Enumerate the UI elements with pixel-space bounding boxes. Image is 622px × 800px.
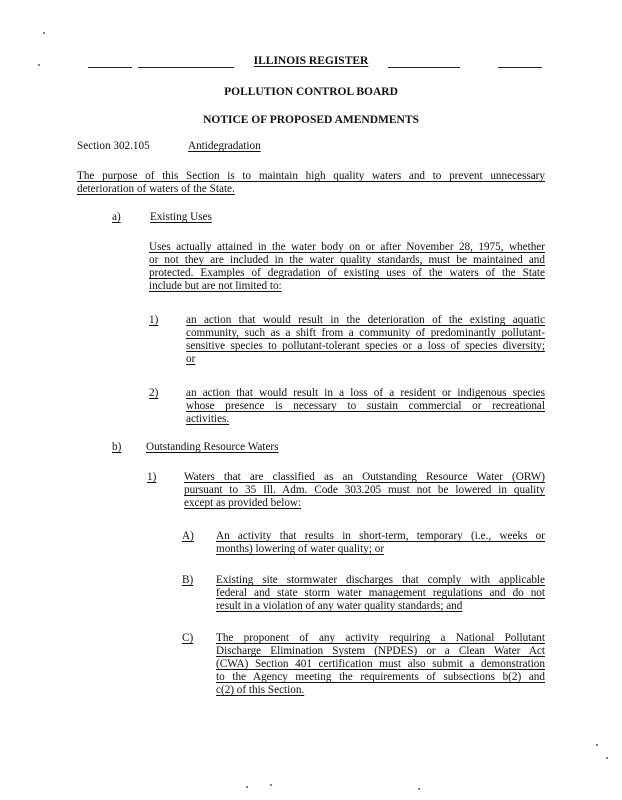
header-rule-left-2	[138, 67, 234, 68]
register-title: ILLINOIS REGISTER	[253, 55, 369, 67]
subsection-b-title: Outstanding Resource Waters	[146, 441, 279, 453]
b-sub-b-line: federal and state storm water management regulations and do not	[216, 587, 545, 599]
b-sub-b-line: Existing site stormwater discharges that comply with applicable	[216, 574, 545, 586]
subsection-a-title: Existing Uses	[150, 211, 212, 223]
scan-speck	[43, 32, 45, 34]
b-sub-c-line: (CWA) Section 401 certification must also submit a demonstration	[216, 658, 545, 670]
a-item-2-line: whose presence is necessary to sustain commercial or recreational	[186, 400, 545, 412]
notice-title: NOTICE OF PROPOSED AMENDMENTS	[203, 114, 419, 126]
b-item-1-line: Waters that are classified as an Outstanding Resource Water (ORW)	[184, 471, 545, 483]
scan-speck	[270, 784, 272, 786]
b-sub-c-label: C)	[182, 632, 194, 644]
b-sub-b-label: B)	[182, 574, 194, 586]
purpose-line: The purpose of this Section is to maintain high quality waters and to prevent unnecessary	[77, 170, 545, 182]
a-intro-line: protected. Examples of degradation of existing uses of the waters of the State	[149, 267, 545, 279]
a-item-1-line: or	[186, 353, 196, 365]
a-item-1-line: sensitive species to pollutant-tolerant species or a loss of species diversity;	[186, 340, 545, 352]
scan-speck	[418, 788, 420, 790]
scan-speck	[606, 757, 608, 759]
scan-speck	[38, 64, 40, 66]
b-sub-c-line: c(2) of this Section.	[216, 684, 305, 696]
b-sub-c-line: to the Agency meeting the requirements of subsections b(2) and	[216, 671, 545, 683]
a-item-2-line: an action that would result in a loss of a resident or indigenous species	[186, 387, 545, 399]
header-rule-left-1	[88, 67, 132, 68]
subsection-b-label: b)	[112, 441, 122, 453]
a-item-1-line: an action that would result in the deterioration of the existing aquatic	[186, 314, 545, 326]
a-intro-line: Uses actually attained in the water body on or after November 28, 1975, whether	[149, 241, 545, 253]
b-sub-a-line: months) lowering of water quality; or	[216, 543, 385, 555]
b-sub-b-line: result in a violation of any water quality standards; and	[216, 600, 463, 612]
a-item-1-line: community, such as a shift from a community of predominantly pollutant-	[186, 327, 545, 339]
header-rule-right-2	[498, 67, 542, 68]
b-sub-c-line: The proponent of any activity requiring a National Pollutant	[216, 632, 545, 644]
scan-speck	[246, 786, 248, 788]
b-sub-a-label: A)	[182, 530, 194, 542]
b-item-1-line: except as provided below:	[184, 497, 302, 509]
scan-speck	[596, 744, 598, 746]
b-item-1-label: 1)	[147, 471, 157, 483]
section-title: Antidegradation	[188, 140, 261, 152]
a-intro-line: or not they are included in the water quality standards, must be maintained and	[149, 254, 545, 266]
a-item-1-label: 1)	[149, 314, 159, 326]
a-item-2-line: activities.	[186, 413, 230, 425]
a-item-2-label: 2)	[149, 387, 159, 399]
board-title: POLLUTION CONTROL BOARD	[224, 86, 398, 98]
section-number: Section 302.105	[77, 140, 150, 152]
purpose-line: deterioration of waters of the State.	[77, 183, 235, 195]
subsection-a-label: a)	[112, 211, 121, 223]
a-intro-line: include but are not limited to:	[149, 280, 282, 292]
b-sub-c-line: Discharge Elimination System (NPDES) or a Clean Water Act	[216, 645, 545, 657]
b-sub-a-line: An activity that results in short-term, temporary (i.e., weeks or	[216, 530, 545, 542]
b-item-1-line: pursuant to 35 Ill. Adm. Code 303.205 must not be lowered in quality	[184, 484, 545, 496]
header-rule-right-1	[388, 67, 460, 68]
